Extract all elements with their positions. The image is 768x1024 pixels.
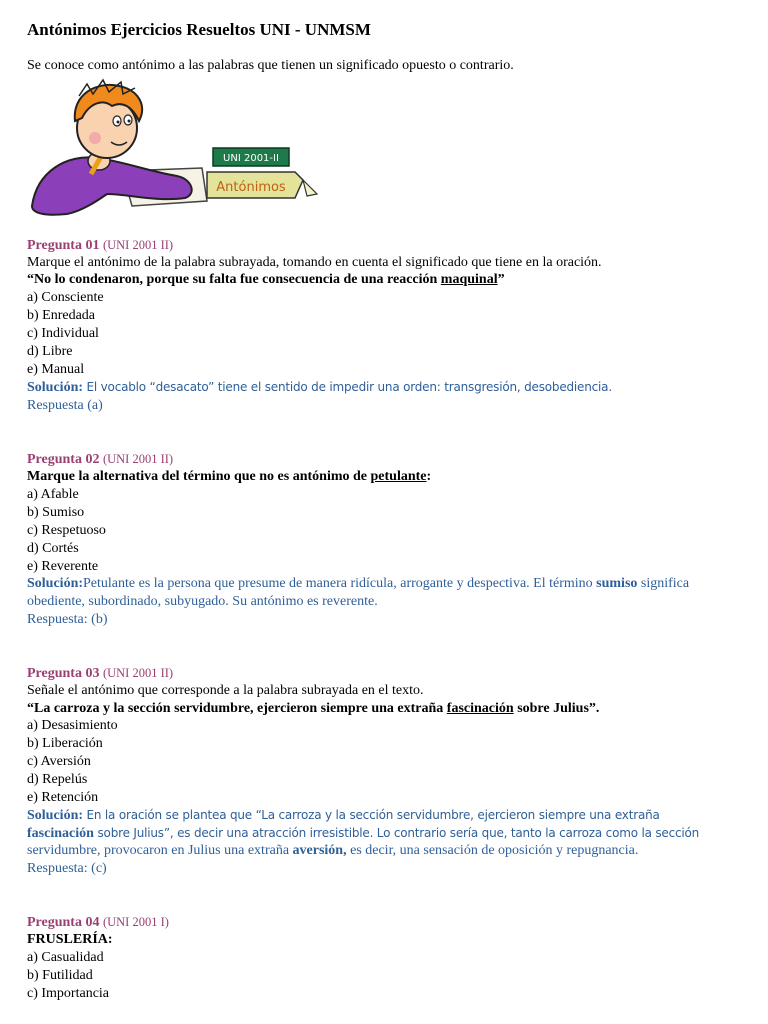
illustration-tag-bottom: Antónimos xyxy=(216,180,286,195)
q1-underlined-word: maquinal xyxy=(440,272,498,287)
q1-source: (UNI 2001 II) xyxy=(102,238,174,252)
page-title: Antónimos Ejercicios Resueltos UNI - UNMSM xyxy=(27,20,371,39)
q3-option-c: c) Aversión xyxy=(27,754,91,769)
q2-option-d: d) Cortés xyxy=(27,541,79,556)
q2-instruction: Marque la alternativa del término que no es antónimo de petulante: xyxy=(27,469,432,484)
intro-text: Se conoce como antónimo a las palabras que tienen un significado opuesto o contrario. xyxy=(27,58,514,73)
q3-underlined-word: fascinación xyxy=(446,701,514,716)
q1-instruction: Marque el antónimo de la palabra subrayada, tomando en cuenta el significado que tiene en la oración. xyxy=(27,255,602,270)
q2-option-b: b) Sumiso xyxy=(27,505,85,520)
q2-option-c: c) Respetuoso xyxy=(27,523,106,538)
q3-source: (UNI 2001 II) xyxy=(102,666,174,680)
q3-option-b: b) Liberación xyxy=(27,736,103,751)
q1-option-b: b) Enredada xyxy=(27,308,96,323)
q3-sentence: “La carroza y la sección servidumbre, ejercieron siempre una extraña fascinación sobre Julius”. xyxy=(27,701,600,716)
cartoon-student-icon xyxy=(27,76,329,218)
q4-option-b: b) Futilidad xyxy=(27,968,93,983)
q2-option-e: e) Reverente xyxy=(27,559,99,574)
q4-source: (UNI 2001 I) xyxy=(102,915,169,929)
q4-header xyxy=(27,913,169,932)
q2-solution-line1: Solución:Petulante es la persona que presume de manera ridícula, arrogante y despectiva. El término sumiso significa xyxy=(27,576,690,591)
q3-solution-line3: servidumbre, provocaron en Julius una extraña aversión, es decir, una sensación de oposición y repugnancia. xyxy=(27,843,639,858)
q3-option-e: e) Retención xyxy=(27,790,99,805)
q1-option-e: e) Manual xyxy=(27,362,85,377)
q2-source: (UNI 2001 II) xyxy=(102,452,174,466)
q2-answer: Respuesta: (b) xyxy=(27,612,108,627)
q1-heading: Pregunta 01 xyxy=(27,238,100,253)
illustration-tag-top: UNI 2001-II xyxy=(223,153,279,164)
q3-answer: Respuesta: (c) xyxy=(27,861,107,876)
q4-option-c: c) Importancia xyxy=(27,986,110,1001)
q1-option-a: a) Consciente xyxy=(27,290,104,305)
q2-header xyxy=(27,450,173,469)
q2-underlined-word: petulante xyxy=(370,469,427,484)
q1-option-c: c) Individual xyxy=(27,326,99,341)
illustration-antonimos xyxy=(27,76,329,218)
q3-option-d: d) Repelús xyxy=(27,772,88,787)
q2-solution-line2: obediente, subordinado, subyugado. Su antónimo es reverente. xyxy=(27,594,378,609)
q1-option-d: d) Libre xyxy=(27,344,73,359)
q4-option-a: a) Casualidad xyxy=(27,950,104,965)
q3-instruction: Señale el antónimo que corresponde a la palabra subrayada en el texto. xyxy=(27,683,424,698)
q1-solution: Solución: El vocablo “desacato” tiene el sentido de impedir una orden: transgresión, desobediencia. xyxy=(27,380,612,395)
q3-solution-line2: fascinación sobre Julius”, es decir una atracción irresistible. Lo contrario sería que, tanto la carroza como la sección xyxy=(27,826,700,841)
q4-heading: Pregunta 04 xyxy=(27,915,100,930)
q4-word: FRUSLERÍA: xyxy=(27,932,113,947)
q1-sentence: “No lo condenaron, porque su falta fue consecuencia de una reacción maquinal” xyxy=(27,272,505,287)
q3-option-a: a) Desasimiento xyxy=(27,718,118,733)
q3-heading: Pregunta 03 xyxy=(27,666,100,681)
q3-solution-line1: Solución: En la oración se plantea que “La carroza y la sección servidumbre, ejercieron siempre una extraña xyxy=(27,808,660,823)
q1-answer: Respuesta (a) xyxy=(27,398,103,413)
q2-heading: Pregunta 02 xyxy=(27,452,100,467)
q2-option-a: a) Afable xyxy=(27,487,79,502)
q1-header xyxy=(27,236,173,255)
q3-header xyxy=(27,664,173,683)
